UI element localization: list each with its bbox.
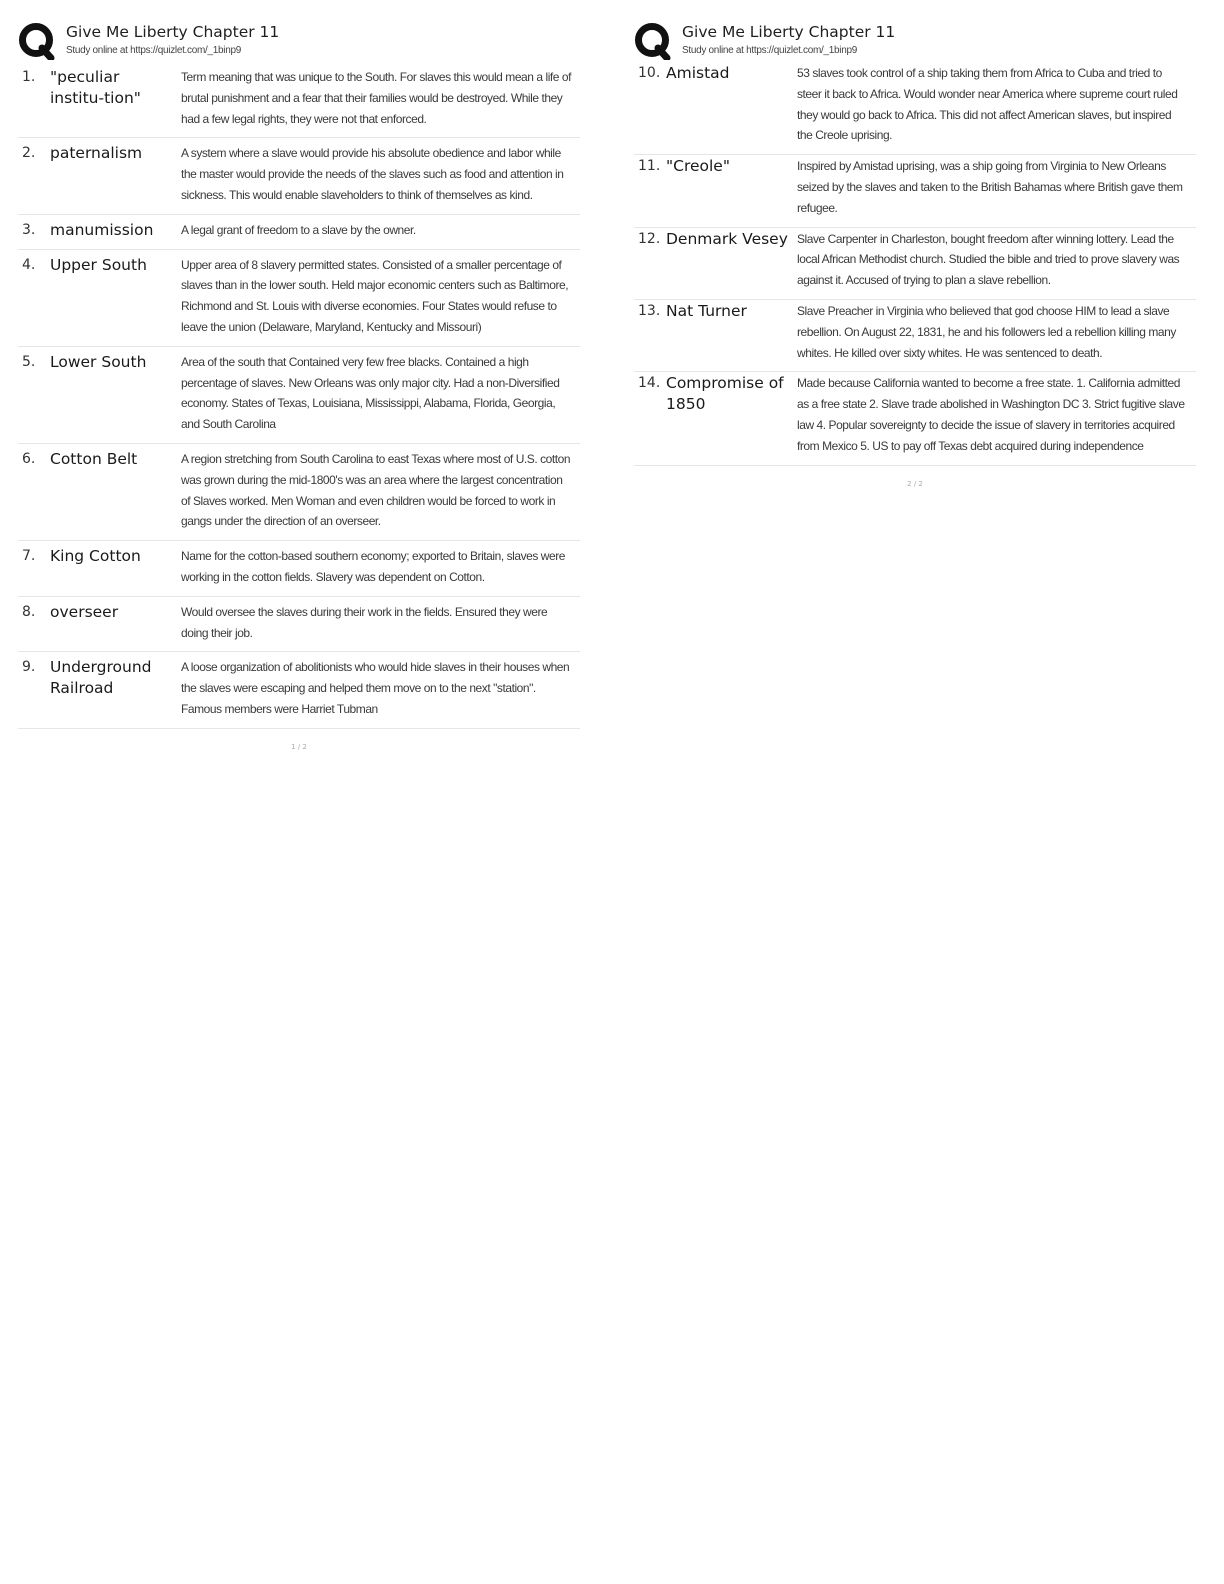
- term-definition: Inspired by Amistad uprising, was a ship going from Virginia to New Orleans seized by the slaves and taken to the British Bahamas where British gave them refugee.: [797, 159, 1183, 215]
- term-definition: Name for the cotton-based southern economy; exported to Britain, slaves were working in the cotton fields. Slavery was dependent on Cotton.: [181, 549, 566, 584]
- term-word: paternalism: [50, 144, 143, 163]
- term-definition: Would oversee the slaves during their work in the fields. Ensured they were doing their job.: [181, 604, 548, 640]
- term-definition: Term meaning that was unique to the South. For slaves this would mean a life of brutal punishment and a fear that their families would be destroyed. While they had a few legal rights, they were not that enforced.: [181, 70, 572, 126]
- term-row: [18, 597, 580, 653]
- term-number: 12.: [638, 230, 661, 247]
- document-subtitle: Study online at https://quizlet.com/_1binp9: [682, 45, 857, 56]
- term-row: [18, 215, 580, 250]
- term-word: Upper South: [50, 255, 147, 274]
- term-definition: Area of the south that Contained very few free blacks. Contained a high percentage of slaves. New Orleans was only major city. Had a non-Diversified economy. States of Texas, Louisiana, Mississippi, Alabama, Florida, Georgia, and South Carolina: [181, 354, 560, 432]
- term-word: Nat Turner: [666, 301, 747, 320]
- quizlet-logo-icon: [18, 22, 56, 60]
- quizlet-logo-icon: [634, 22, 672, 60]
- term-row: [18, 138, 580, 214]
- term-row: [18, 62, 580, 138]
- term-row: [634, 62, 1196, 155]
- term-definition: Slave Carpenter in Charleston, bought freedom after winning lottery. Lead the local African Methodist church. Studied the bible and tried to prove slavery was against it. Accused of trying to plan a slave rebellion.: [797, 231, 1180, 288]
- document-page-1: [18, 20, 580, 751]
- term-number: 5.: [22, 353, 36, 370]
- term-number: 11.: [638, 158, 661, 175]
- term-row: [634, 300, 1196, 372]
- term-word: Underground Railroad: [50, 658, 152, 698]
- term-number: 2.: [22, 145, 36, 162]
- page-header: [634, 20, 1196, 62]
- term-definition: Upper area of 8 slavery permitted states. Consisted of a smaller percentage of slaves than in the lower south. Held major economic centers such as Baltimore, Richmond and St. Louis with diverse economies. Four States would refuse to leave the union (Delaware, Maryland, Kentucky and Missouri): [181, 257, 569, 334]
- term-row: [18, 541, 580, 597]
- term-definition: Made because California wanted to become a free state. 1. California admitted as a free state 2. Slave trade abolished in Washington DC 3. Strict fugitive slave law 4. Popular sovereignty to decide the issue of slavery in territories acquired from Mexico 5. US to pay off Texas debt acquired during independence: [797, 376, 1185, 453]
- term-list: [634, 62, 1196, 466]
- term-number: 1.: [22, 69, 36, 85]
- term-word: Denmark Vesey: [666, 229, 788, 248]
- document-page-2: [634, 20, 1196, 488]
- term-word: "peculiar institu-tion": [50, 68, 141, 107]
- term-definition: A region stretching from South Carolina to east Texas where most of U.S. cotton was grown during the mid-1800's was an area where the largest concentration of Slaves worked. Men Woman and even children would be forced to work in gangs under the direction of an overseer.: [181, 451, 571, 529]
- term-row: [634, 372, 1196, 465]
- term-word: King Cotton: [50, 547, 141, 566]
- term-number: 3.: [22, 221, 36, 238]
- term-number: 9.: [22, 659, 36, 676]
- document-title: Give Me Liberty Chapter 11: [682, 23, 896, 41]
- term-number: 8.: [22, 603, 36, 620]
- term-word: Cotton Belt: [50, 449, 138, 468]
- term-definition: 53 slaves took control of a ship taking them from Africa to Cuba and tried to steer it back to Africa. Would wonder near America where supreme court ruled they would go back to Africa. This did not affect American slaves, but inspired the Creole uprising.: [797, 66, 1178, 143]
- page-number: 2 / 2: [907, 479, 923, 488]
- term-word: manumission: [50, 220, 154, 239]
- term-number: 4.: [22, 256, 36, 273]
- term-definition: Slave Preacher in Virginia who believed that god choose HIM to lead a slave rebellion. On August 22, 1831, he and his followers led a rebellion killing many whites. He killed over sixty whites. He was sentenced to death.: [797, 303, 1176, 360]
- term-definition: A loose organization of abolitionists who would hide slaves in their houses when the slaves were escaping and helped them move on to the next "station". Famous members were Harriet Tubman: [181, 660, 570, 716]
- term-row: [18, 652, 580, 728]
- page-number: 1 / 2: [291, 742, 307, 751]
- document-title: Give Me Liberty Chapter 11: [66, 23, 280, 41]
- term-number: 14.: [638, 375, 661, 392]
- term-word: Compromise of 1850: [666, 374, 784, 414]
- term-list: [18, 62, 580, 729]
- term-word: "Creole": [666, 157, 730, 176]
- term-number: 13.: [638, 302, 661, 319]
- term-row: [18, 347, 580, 444]
- term-word: overseer: [50, 602, 119, 621]
- term-word: Lower South: [50, 352, 147, 371]
- document-subtitle: Study online at https://quizlet.com/_1binp9: [66, 45, 241, 56]
- term-number: 6.: [22, 450, 36, 467]
- term-row: [18, 250, 580, 347]
- term-word: Amistad: [666, 64, 730, 82]
- term-row: [634, 228, 1196, 300]
- term-number: 10.: [638, 65, 661, 81]
- term-row: [18, 444, 580, 541]
- term-definition: A system where a slave would provide his absolute obedience and labor while the master would provide the needs of the slaves such as food and attention in sickness. This would enable slaveholders to think of themselves as kind.: [181, 146, 564, 202]
- term-row: [634, 155, 1196, 227]
- term-definition: A legal grant of freedom to a slave by the owner.: [181, 222, 416, 237]
- page-header: [18, 20, 580, 62]
- term-number: 7.: [22, 548, 36, 565]
